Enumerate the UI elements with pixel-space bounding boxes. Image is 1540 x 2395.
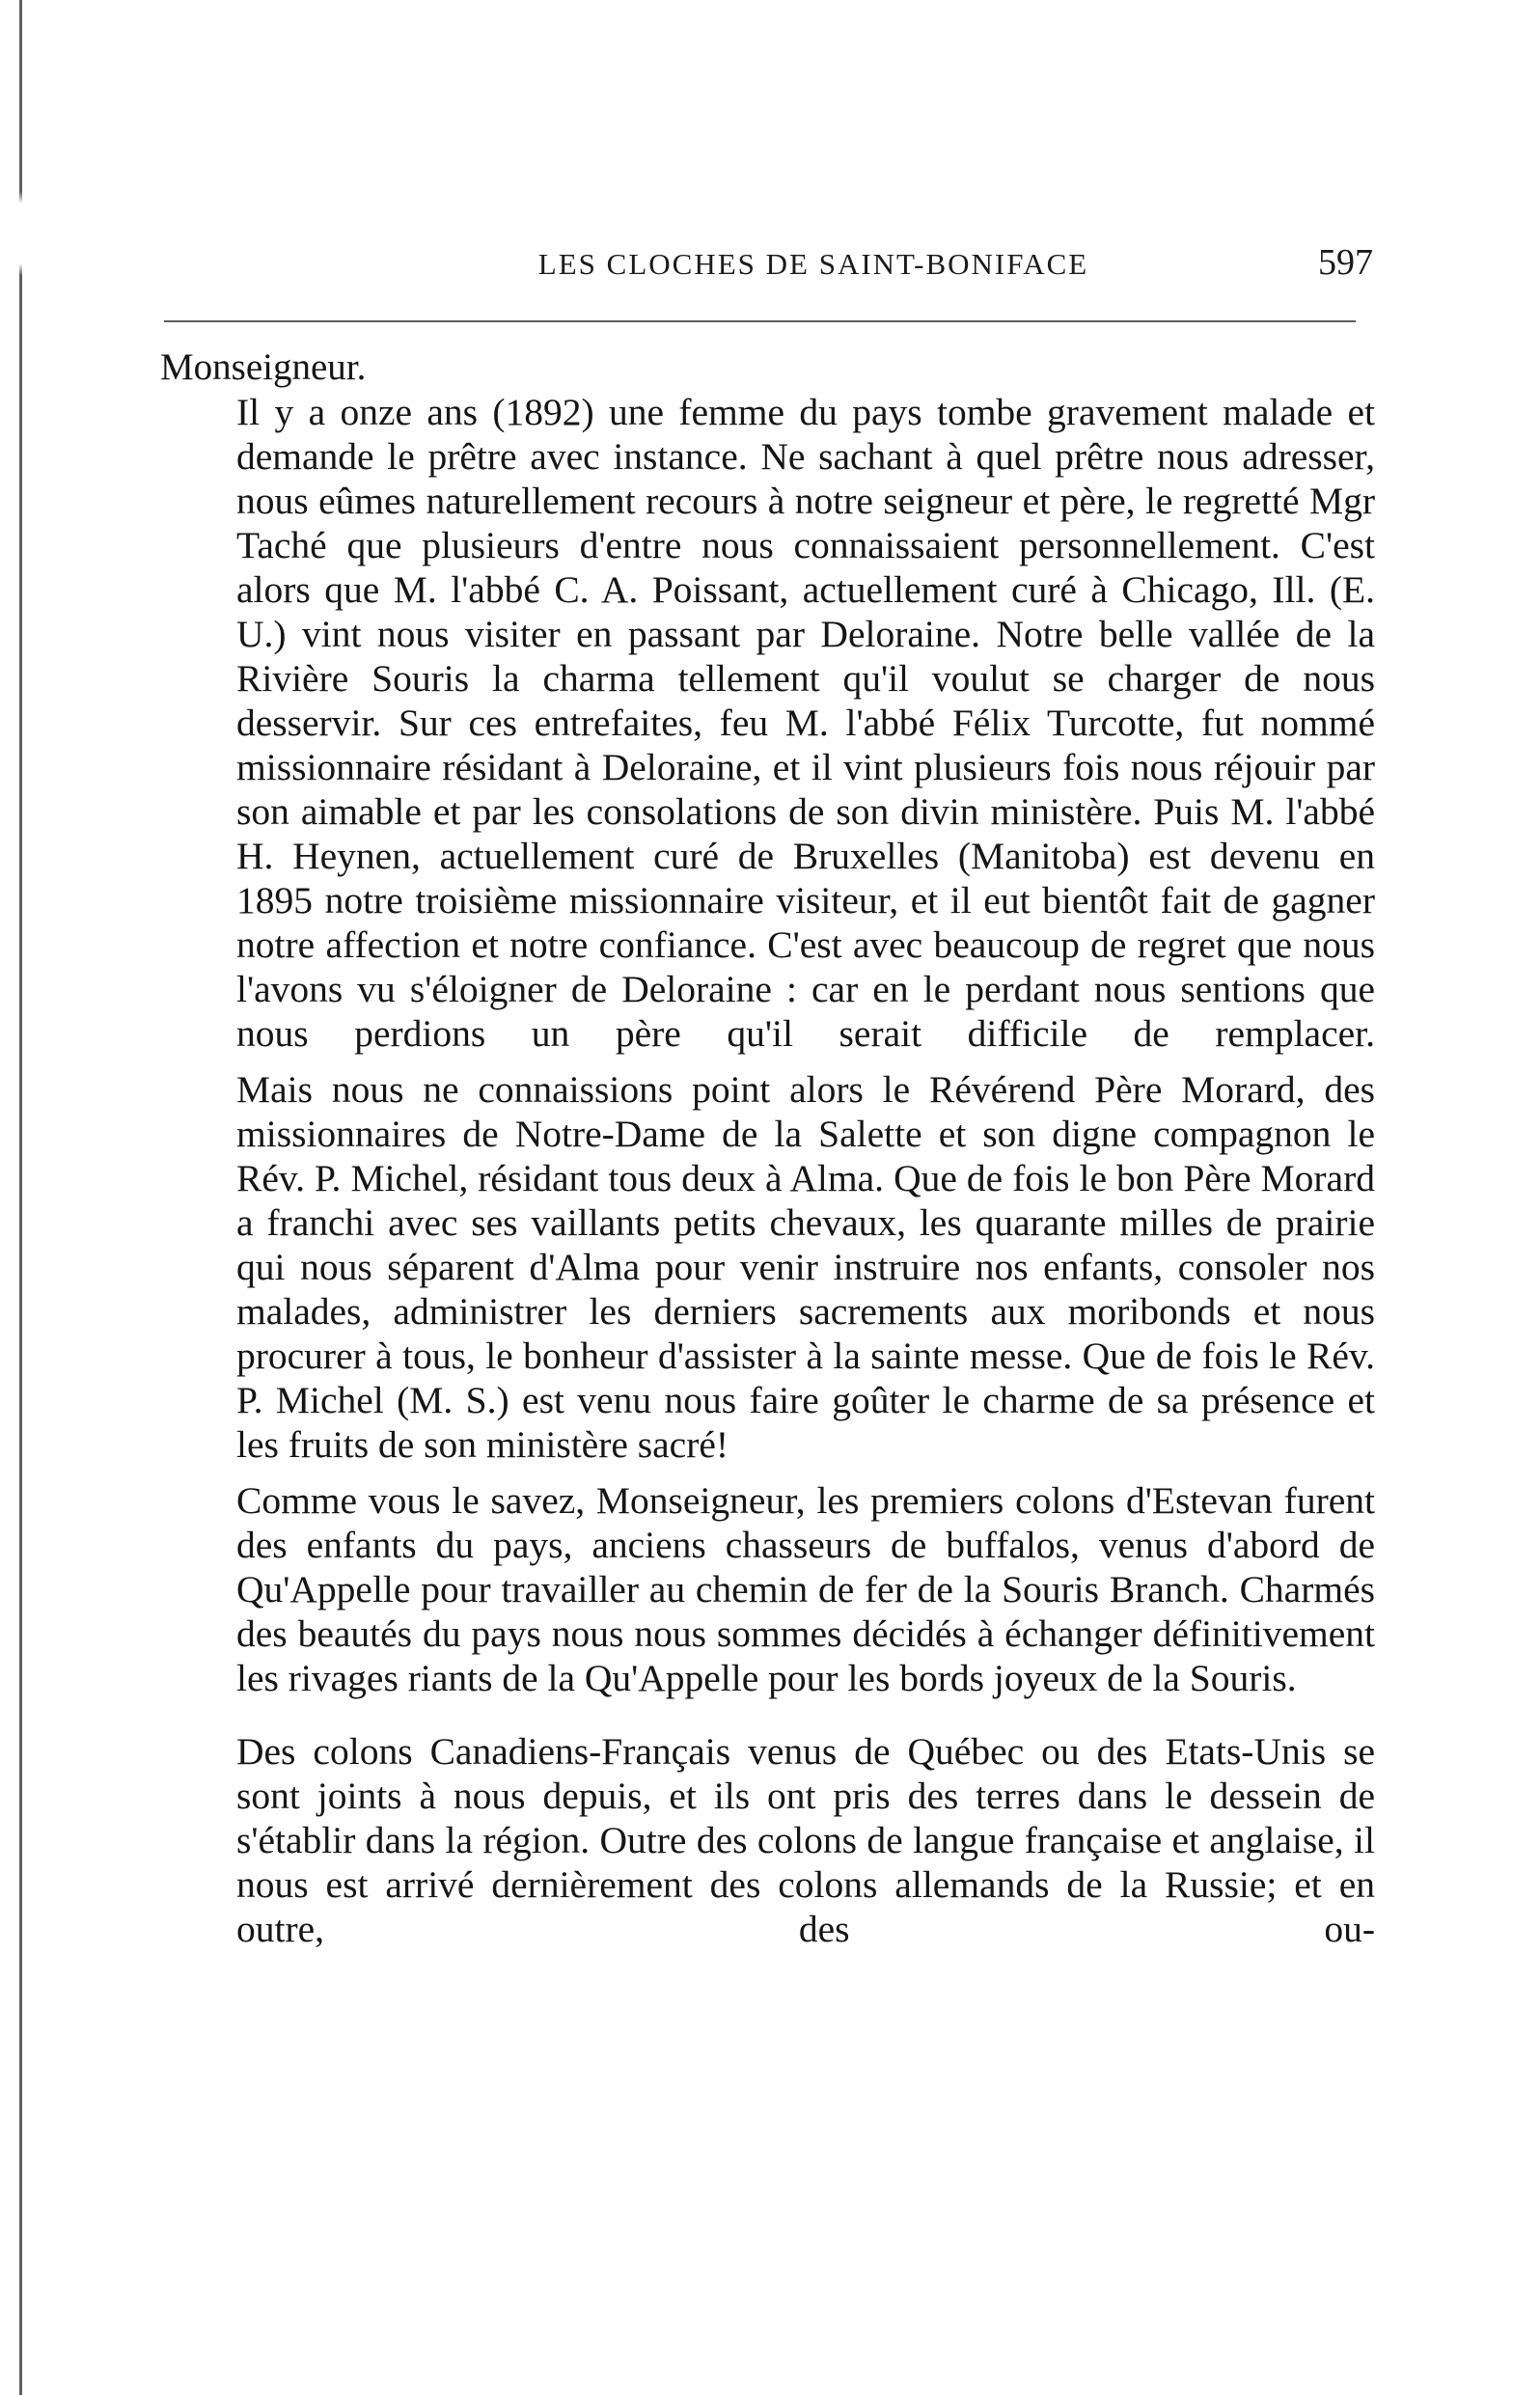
paragraph-1 [145, 390, 1375, 1056]
paragraph-2-text: Mais nous ne connaissions point alors le Révérend Père Morard, des missionnaires de Notre-Dame de la Salette et son digne compagnon le Rév. P. Michel, résidant tous deux à Alma. Que de fois le bon Père Morard a franchi avec ses vaillants petits chevaux, les quarante milles de prairie qui nous séparent d'Alma pour venir instruire nos enfants, consoler nos malades, administrer les derniers sacrements aux moribonds et nous procurer à tous, le bonheur d'assister à la sainte messe. Que de fois le Rév. P. Michel (M. S.) est venu nous faire goûter le charme de sa présence et les fruits de son ministère sacré! [236, 1068, 1375, 1466]
page-header [145, 241, 1375, 299]
paragraph-3-text: Comme vous le savez, Monseigneur, les premiers colons d'Estevan furent des enfants du pays, anciens chasseurs de buffalos, venus d'abord de Qu'Appelle pour travailler au chemin de fer de la Souris Branch. Charmés des beautés du pays nous nous sommes décidés à échanger définitivement les rivages riants de la Qu'Appelle pour les bords joyeux de la Souris. [236, 1479, 1375, 1699]
running-title: LES CLOCHES DE SAINT-BONIFACE [537, 247, 1089, 281]
salutation: Monseigneur. [160, 346, 367, 388]
paragraph-4 [145, 1729, 1375, 1951]
paragraph-4-text: Des colons Canadiens-Français venus de Québec ou des Etats-Unis se sont joints à nous depuis, et ils ont pris des terres dans le dessein de s'établir dans la région. Outre des colons de langue française et anglaise, il nous est arrivé dernièrement des colons allemands de la Russie; et en outre, des ou- [236, 1730, 1375, 1950]
header-divider [164, 320, 1356, 322]
page-number: 597 [1318, 242, 1373, 283]
page-edge-rule [19, 0, 22, 2395]
paragraph-2 [145, 1067, 1375, 1467]
book-page [145, 241, 1375, 1951]
paragraph-3 [145, 1478, 1375, 1700]
paragraph-1-text: Il y a onze ans (1892) une femme du pays tombe gravement malade et demande le prêtre avec instance. Ne sachant à quel prêtre nous adresser, nous eûmes naturellement recours à notre seigneur et père, le regretté Mgr Taché que plusieurs d'entre nous connaissaient personnellement. C'est alors que M. l'abbé C. A. Poissant, actuellement curé à Chicago, Ill. (E. U.) vint nous visiter en passant par Deloraine. Notre belle vallée de la Rivière Souris la charma tellement qu'il voulut se charger de nous desservir. Sur ces entrefaites, feu M. l'abbé Félix Turcotte, fut nommé missionnaire résidant à Deloraine, et il vint plusieurs fois nous réjouir par son aimable et par les consolations de son divin ministère. Puis M. l'abbé H. Heynen, actuellement curé de Bruxelles (Manitoba) est devenu en 1895 notre troisième missionnaire visiteur, et il eut bientôt fait de gagner notre affection et notre confiance. C'est avec beaucoup de regret que nous l'avons vu s'éloigner de Deloraine : car en le perdant nous sentions que nous perdions un père qu'il serait difficile de remplacer. [236, 391, 1375, 1055]
